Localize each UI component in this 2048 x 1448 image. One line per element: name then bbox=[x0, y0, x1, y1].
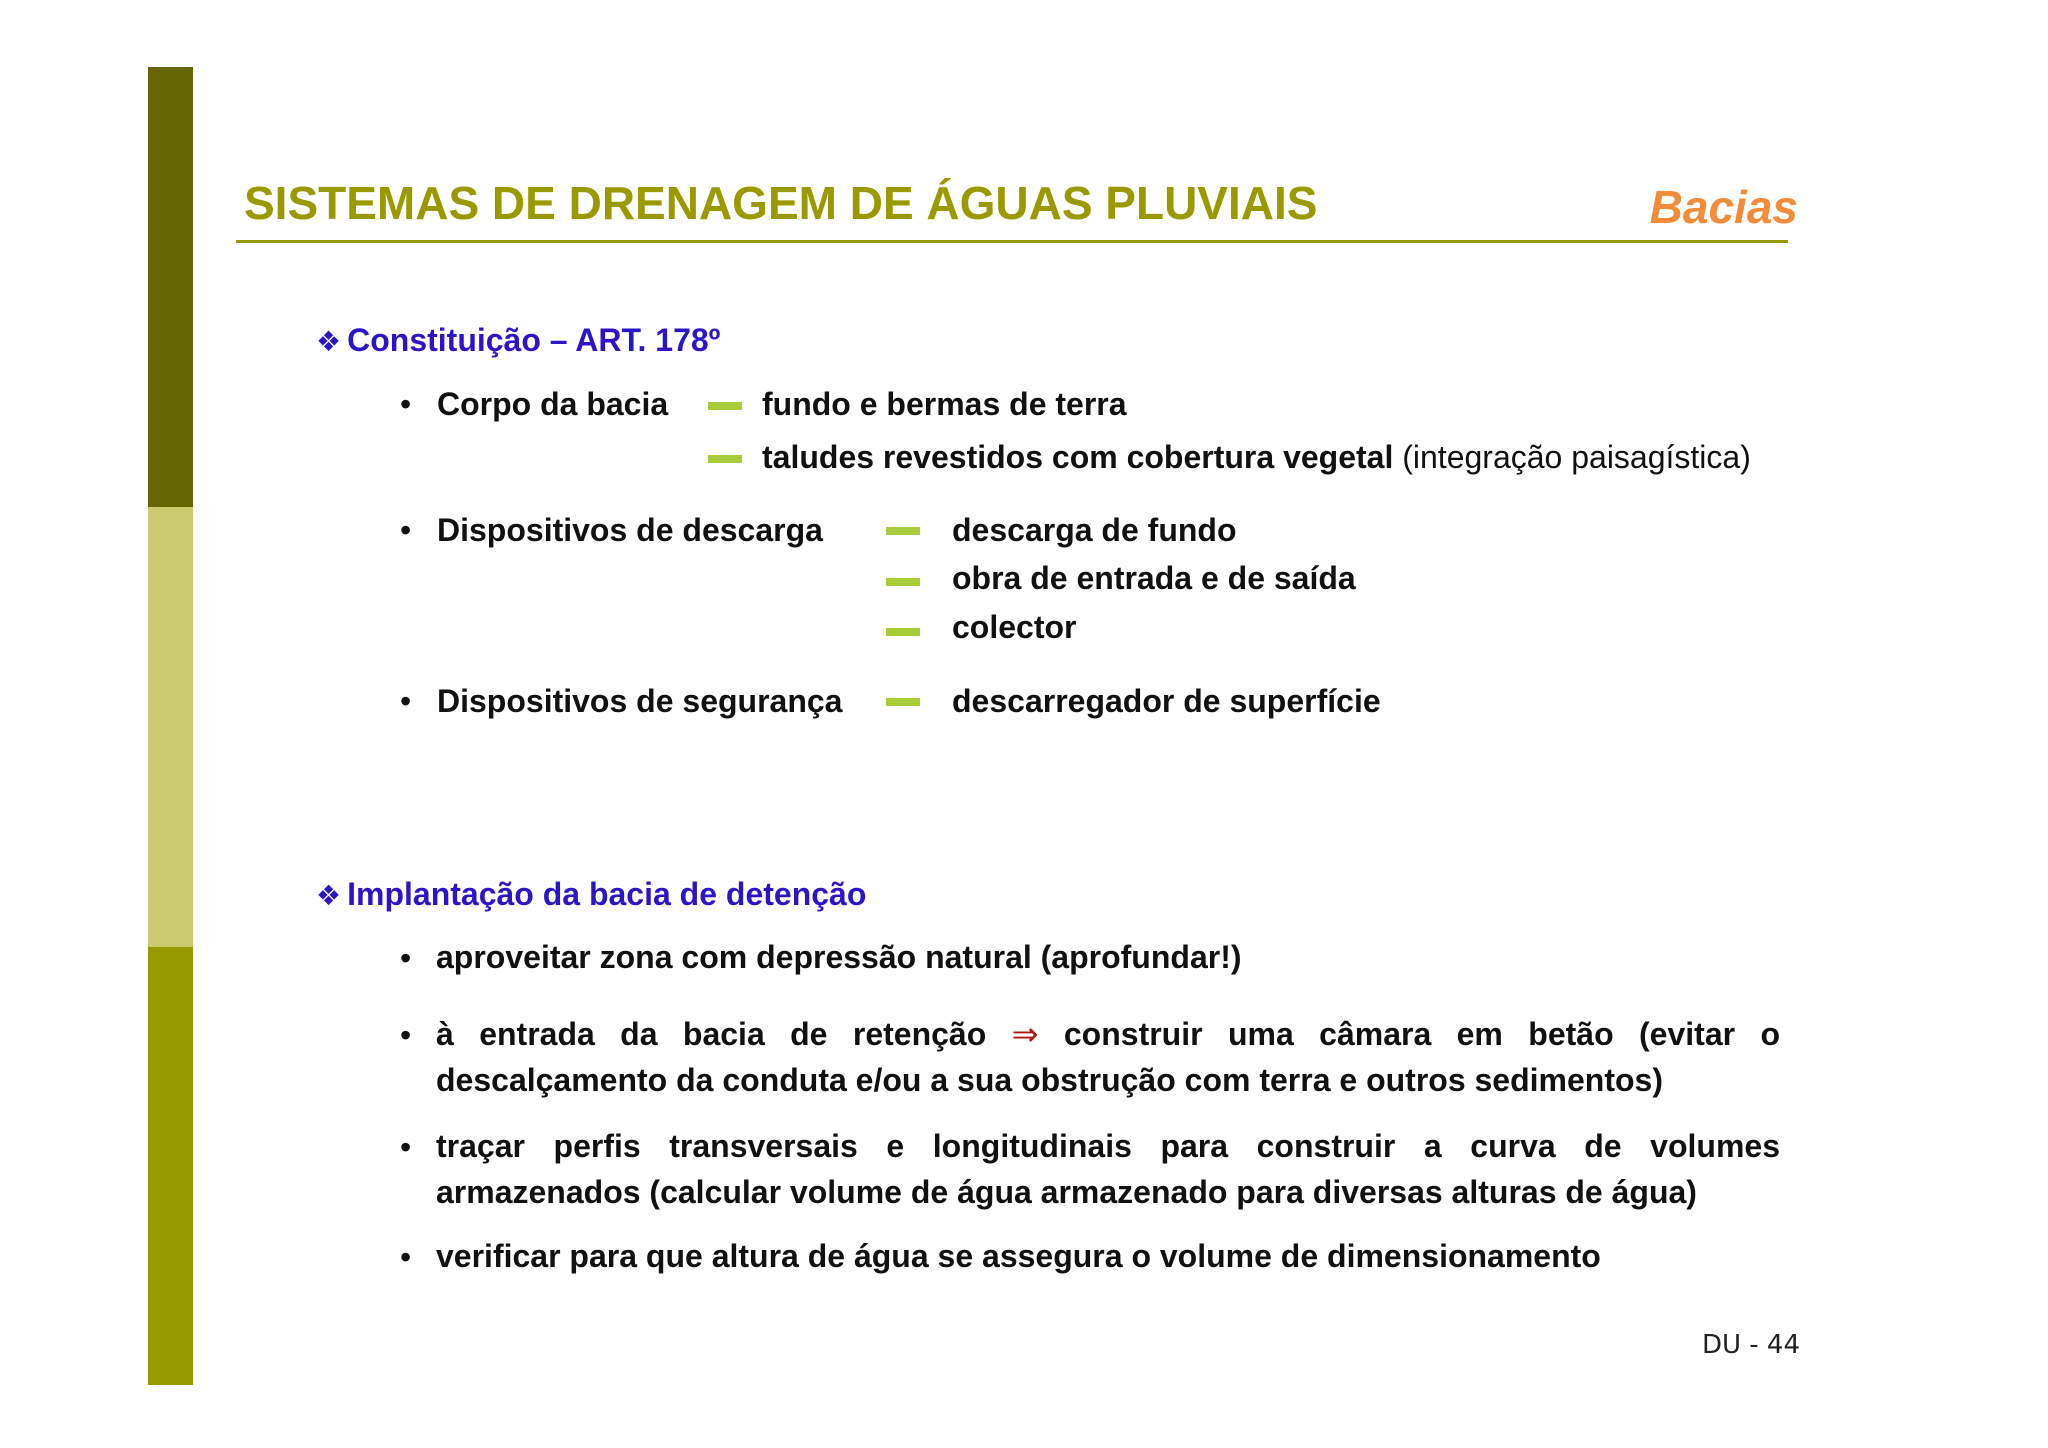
bullet-icon: • bbox=[400, 1017, 412, 1053]
bullet-icon: • bbox=[400, 512, 412, 548]
diamond-bullet-icon: ❖ bbox=[316, 326, 342, 357]
group-item bbox=[952, 609, 1076, 646]
bullet-text-continued: construir uma câmara em betão (evitar o descalçamento da conduta e/ou a sua obstrução com terra e outros sedimentos) bbox=[436, 1016, 1781, 1098]
bullet-text: à entrada da bacia de retenção bbox=[436, 1016, 1012, 1052]
sidebar-bar bbox=[148, 67, 193, 1385]
bullet-paragraph bbox=[436, 1011, 1780, 1103]
diamond-bullet-icon: ❖ bbox=[316, 880, 342, 911]
sidebar-segment-light bbox=[148, 507, 193, 947]
bullet-icon: • bbox=[400, 1239, 412, 1275]
section-heading-text: Constituição – ART. 178º bbox=[347, 322, 721, 358]
group-item bbox=[952, 683, 1381, 720]
bullet-paragraph bbox=[436, 1123, 1780, 1215]
bullet-paragraph bbox=[436, 934, 1780, 980]
group-item bbox=[762, 439, 1751, 476]
bullet-icon: • bbox=[400, 683, 412, 719]
section-heading-constituicao bbox=[316, 322, 720, 359]
bullet-text: traçar perfis transversais e longitudinais para construir a curva de volumes armazenados (calcular volume de água armazenado para diversas alturas de água) bbox=[436, 1128, 1780, 1210]
group-item-note: (integração paisagística) bbox=[1393, 439, 1751, 475]
title-underline bbox=[236, 240, 1788, 243]
bullet-icon: • bbox=[400, 940, 412, 976]
sidebar-segment-dark bbox=[148, 67, 193, 507]
group-item-text: fundo e bermas de terra bbox=[762, 386, 1127, 422]
dash-icon bbox=[886, 527, 920, 535]
group-item-text: obra de entrada e de saída bbox=[952, 560, 1356, 596]
dash-icon bbox=[886, 698, 920, 706]
group-item bbox=[952, 512, 1237, 549]
group-label: Dispositivos de segurança bbox=[437, 683, 843, 719]
group-item bbox=[952, 560, 1356, 597]
implies-arrow-icon: ⇒ bbox=[1011, 1015, 1039, 1053]
page-title: SISTEMAS DE DRENAGEM DE ÁGUAS PLUVIAIS bbox=[244, 177, 1318, 229]
bullet-paragraph bbox=[436, 1233, 1780, 1279]
dash-icon bbox=[708, 402, 742, 410]
group-item bbox=[762, 386, 1127, 423]
dash-icon bbox=[886, 578, 920, 586]
group-item-text: descarregador de superfície bbox=[952, 683, 1381, 719]
dash-icon bbox=[886, 628, 920, 636]
group-label: Corpo da bacia bbox=[437, 386, 669, 422]
dash-icon bbox=[708, 455, 742, 463]
sidebar-segment-olive bbox=[148, 947, 193, 1385]
group-item-text: taludes revestidos com cobertura vegetal bbox=[762, 439, 1394, 475]
bullet-icon: • bbox=[400, 1129, 412, 1165]
page-number: DU - 44 bbox=[1701, 1330, 1800, 1360]
bullet-icon: • bbox=[400, 386, 412, 422]
section-heading-text: Implantação da bacia de detenção bbox=[347, 876, 867, 912]
section-heading-implantacao bbox=[316, 876, 866, 913]
group-label: Dispositivos de descarga bbox=[437, 512, 823, 548]
bullet-text: verificar para que altura de água se assegura o volume de dimensionamento bbox=[436, 1238, 1601, 1274]
group-item-text: colector bbox=[952, 609, 1077, 645]
topic-label: Bacias bbox=[1649, 181, 1798, 233]
group-item-text: descarga de fundo bbox=[952, 512, 1237, 548]
bullet-text: aproveitar zona com depressão natural (aprofundar!) bbox=[436, 939, 1242, 975]
